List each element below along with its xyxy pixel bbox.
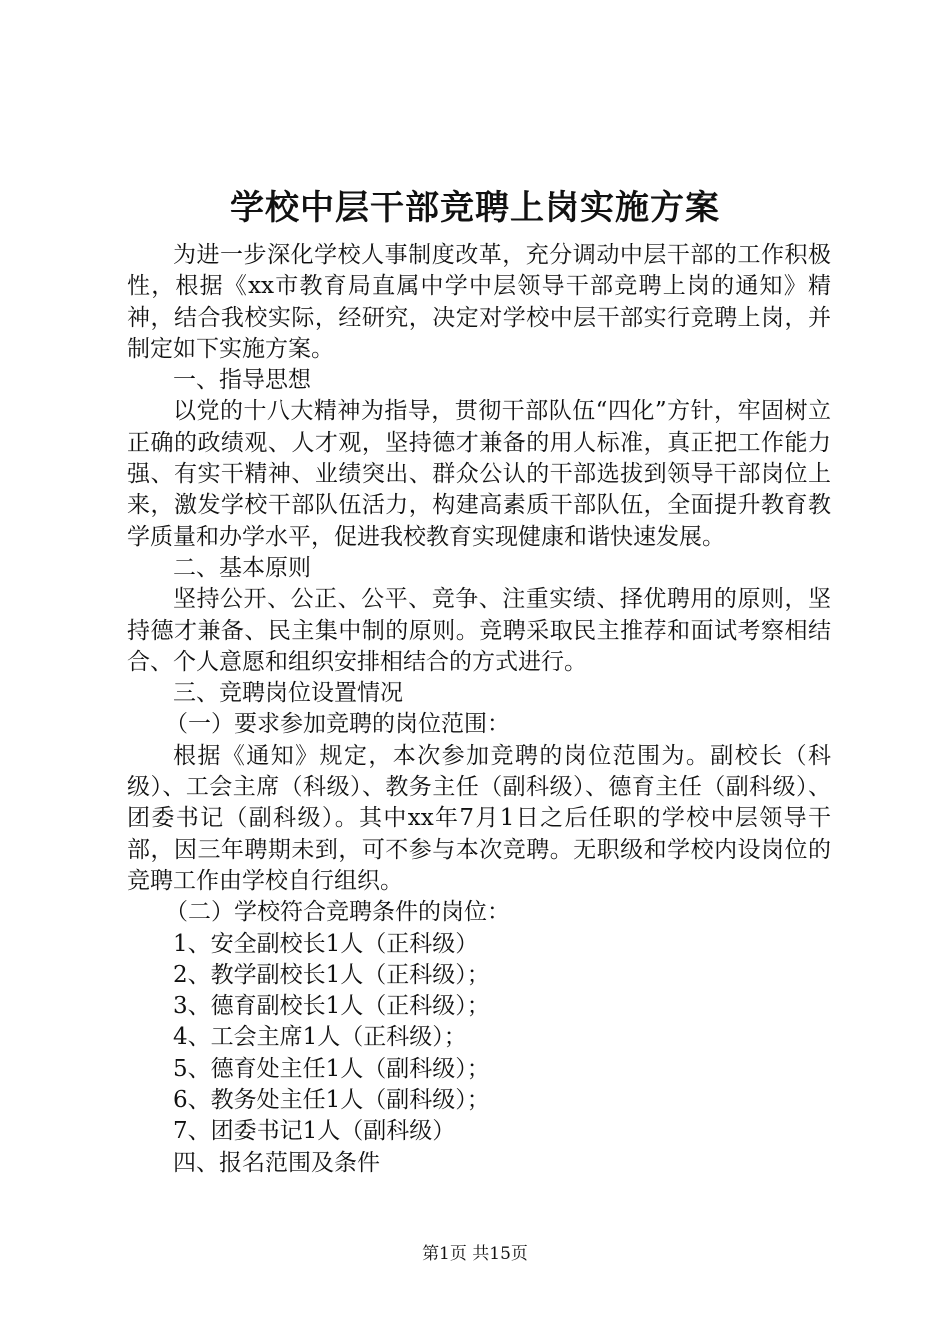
- position-list-item: 2、教学副校长1人（正科级）；: [173, 961, 490, 988]
- position-list-item: 7、团委书记1人（副科级）: [173, 1118, 456, 1145]
- position-list-item: 3、德育副校长1人（正科级）；: [173, 993, 490, 1020]
- section-heading-registration: 四、报名范围及条件: [173, 1149, 380, 1176]
- document-body: [127, 240, 831, 1179]
- document-title: 学校中层干部竞聘上岗实施方案: [230, 188, 720, 228]
- subsection-heading-eligible-positions: （二）学校符合竞聘条件的岗位：: [165, 899, 510, 926]
- position-list-item: 1、安全副校长1人（正科级）: [173, 930, 479, 957]
- position-list-item: 4、工会主席1人（正科级）；: [173, 1024, 467, 1051]
- section-heading-guiding-ideology: 一、指导思想: [173, 367, 311, 394]
- scope-paragraph: 根据《通知》规定，本次参加竞聘的岗位范围为。副校长（科级）、工会主席（科级）、教务主任（副科级）、德育主任（副科级）、团委书记（副科级）。其中xx年7月1日之后任职的学校中层领导干部，因三年聘期未到，可不参与本次竞聘。无职级和学校内设岗位的竞聘工作由学校自行组织。: [127, 742, 831, 894]
- basic-principles-paragraph: 坚持公开、公正、公平、竞争、注重实绩、择优聘用的原则，坚持德才兼备、民主集中制的原则。竞聘采取民主推荐和面试考察相结合、个人意愿和组织安排相结合的方式进行。: [127, 586, 831, 675]
- intro-paragraph: 为进一步深化学校人事制度改革，充分调动中层干部的工作积极性，根据《xx市教育局直属中学中层领导干部竞聘上岗的通知》精神，结合我校实际，经研究，决定对学校中层干部实行竞聘上岗，并制定如下实施方案。: [127, 242, 831, 362]
- section-heading-basic-principles: 二、基本原则: [173, 554, 311, 581]
- position-list-item: 6、教务处主任1人（副科级）；: [173, 1087, 490, 1114]
- section-heading-positions: 三、竞聘岗位设置情况: [173, 680, 403, 707]
- page-number: 第1页 共15页: [422, 1244, 528, 1264]
- subsection-heading-scope: （一）要求参加竞聘的岗位范围：: [165, 711, 510, 738]
- guiding-ideology-paragraph: 以党的十八大精神为指导，贯彻干部队伍“四化”方针，牢固树立正确的政绩观、人才观，坚持德才兼备的用人标准，真正把工作能力强、有实干精神、业绩突出、群众公认的干部选拔到领导干部岗位上来，激发学校干部队伍活力，构建高素质干部队伍，全面提升教育教学质量和办学水平，促进我校教育实现健康和谐快速发展。: [127, 398, 831, 550]
- position-list-item: 5、德育处主任1人（副科级）；: [173, 1055, 490, 1082]
